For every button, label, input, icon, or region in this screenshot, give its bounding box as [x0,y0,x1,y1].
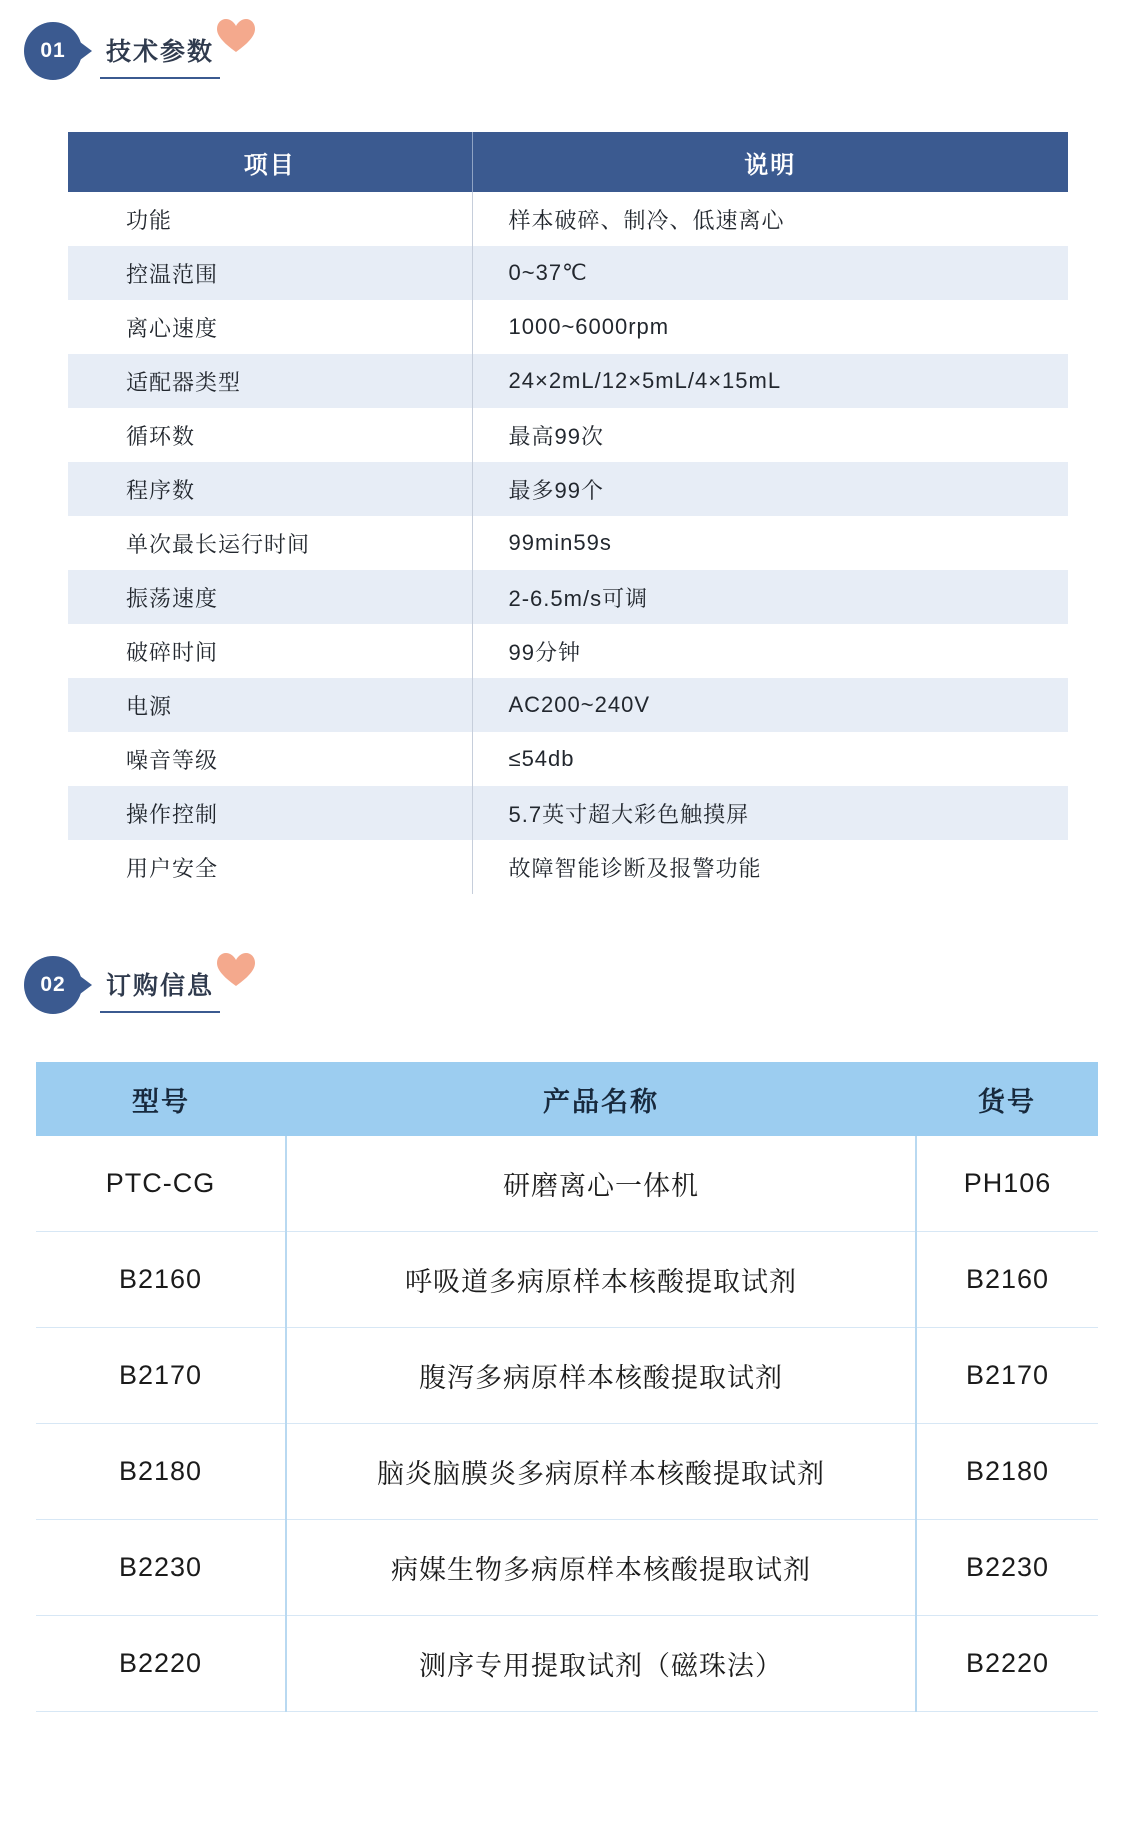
cell-catalog-number: PH106 [916,1136,1098,1232]
table-row [68,732,1068,786]
cell-description: AC200~240V [472,678,1068,732]
ordering-information-table-wrap [36,1062,1098,1712]
cell-item: 适配器类型 [68,354,472,408]
cell-description: 1000~6000rpm [472,300,1068,354]
cell-description: 2-6.5m/s可调 [472,570,1068,624]
cell-catalog-number: B2220 [916,1616,1098,1712]
table-row [68,678,1068,732]
column-header-model: 型号 [36,1062,286,1136]
cell-product-name: 腹泻多病原样本核酸提取试剂 [286,1328,916,1424]
cell-product-name: 呼吸道多病原样本核酸提取试剂 [286,1232,916,1328]
heart-icon [216,952,256,988]
cell-model: PTC-CG [36,1136,286,1232]
cell-catalog-number: B2180 [916,1424,1098,1520]
technical-parameters-table-wrap [68,132,1068,894]
cell-catalog-number: B2160 [916,1232,1098,1328]
cell-catalog-number: B2170 [916,1328,1098,1424]
cell-item: 控温范围 [68,246,472,300]
section-number-badge: 01 [24,22,82,80]
cell-item: 离心速度 [68,300,472,354]
cell-catalog-number: B2230 [916,1520,1098,1616]
table-row [68,624,1068,678]
cell-model: B2170 [36,1328,286,1424]
section-header-ordering-information [24,956,1132,1014]
cell-description: 样本破碎、制冷、低速离心 [472,192,1068,246]
table-row [68,408,1068,462]
column-header-catalog-number: 货号 [916,1062,1098,1136]
cell-description: 24×2mL/12×5mL/4×15mL [472,354,1068,408]
cell-description: ≤54db [472,732,1068,786]
table-row [68,840,1068,894]
table-row [68,462,1068,516]
column-header-item: 项目 [68,132,472,192]
cell-item: 用户安全 [68,840,472,894]
cell-item: 功能 [68,192,472,246]
cell-description: 最高99次 [472,408,1068,462]
heart-icon [216,18,256,54]
cell-model: B2180 [36,1424,286,1520]
cell-description: 最多99个 [472,462,1068,516]
cell-description: 0~37℃ [472,246,1068,300]
cell-model: B2220 [36,1616,286,1712]
table-row [36,1520,1098,1616]
table-row [68,300,1068,354]
table-row [36,1232,1098,1328]
table-row [68,354,1068,408]
cell-item: 噪音等级 [68,732,472,786]
table-row [68,192,1068,246]
cell-item: 破碎时间 [68,624,472,678]
table-row [68,516,1068,570]
section-number-badge: 02 [24,956,82,1014]
cell-model: B2160 [36,1232,286,1328]
cell-description: 99分钟 [472,624,1068,678]
section-header-technical-parameters [24,22,1132,80]
column-header-product-name: 产品名称 [286,1062,916,1136]
document-page [0,22,1132,1846]
technical-parameters-table [68,132,1068,894]
table-row [68,786,1068,840]
ordering-information-table [36,1062,1098,1712]
cell-product-name: 病媒生物多病原样本核酸提取试剂 [286,1520,916,1616]
table-row [68,570,1068,624]
cell-product-name: 研磨离心一体机 [286,1136,916,1232]
cell-item: 电源 [68,678,472,732]
table-header-row [68,132,1068,192]
section-title: 订购信息 [100,966,220,1013]
column-header-description: 说明 [472,132,1068,192]
cell-item: 程序数 [68,462,472,516]
cell-item: 振荡速度 [68,570,472,624]
cell-product-name: 测序专用提取试剂（磁珠法） [286,1616,916,1712]
table-row [36,1616,1098,1712]
section-title-wrap [100,966,220,1013]
table-row [36,1328,1098,1424]
cell-description: 故障智能诊断及报警功能 [472,840,1068,894]
cell-item: 单次最长运行时间 [68,516,472,570]
cell-item: 操作控制 [68,786,472,840]
table-row [68,246,1068,300]
section-title-wrap [100,32,220,79]
table-header-row [36,1062,1098,1136]
cell-description: 99min59s [472,516,1068,570]
table-row [36,1424,1098,1520]
table-row [36,1136,1098,1232]
cell-item: 循环数 [68,408,472,462]
cell-description: 5.7英寸超大彩色触摸屏 [472,786,1068,840]
cell-product-name: 脑炎脑膜炎多病原样本核酸提取试剂 [286,1424,916,1520]
section-title: 技术参数 [100,32,220,79]
cell-model: B2230 [36,1520,286,1616]
